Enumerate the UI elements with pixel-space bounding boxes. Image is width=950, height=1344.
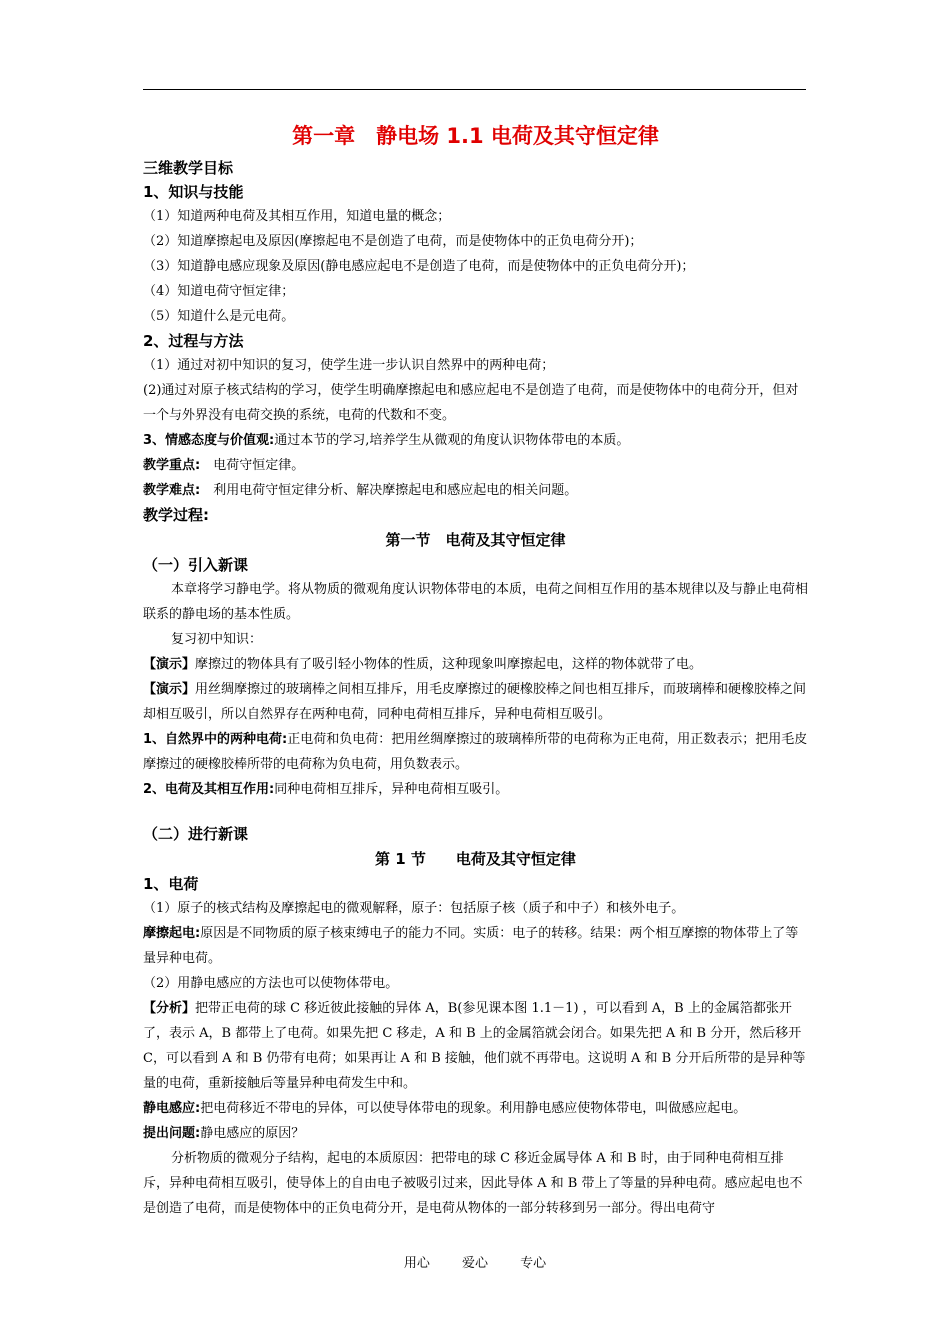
question-label: 提出问题: — [143, 1126, 201, 1141]
new-lesson-heading: （二）进行新课 — [143, 825, 249, 843]
k2-item: (2)通过对原子核式结构的学习，使学生明确摩擦起电和感应起电不是创造了电荷，而是使物体中的电荷分开，但对一个与外界没有电荷交换的系统，电荷的代数和不变。 — [143, 383, 799, 423]
attitude-line — [143, 428, 808, 453]
demo-text: 用丝绸摩擦过的玻璃棒之间相互排斥，用毛皮摩擦过的硬橡胶棒之间也相互排斥，而玻璃棒和硬橡胶棒之间却相互吸引，所以自然界存在两种电荷，同种电荷相互排斥，异种电荷相互吸引。 — [143, 682, 807, 722]
question-paragraph — [143, 1121, 808, 1146]
header-rule — [143, 89, 806, 90]
section-title: 第 1 节 电荷及其守恒定律 — [375, 850, 576, 868]
charge-paragraph: （2）用静电感应的方法也可以使物体带电。 — [143, 976, 399, 991]
analysis-paragraph — [143, 996, 808, 1096]
focus-text: 电荷守恒定律。 — [213, 458, 305, 473]
induction-paragraph — [143, 1096, 808, 1121]
section-title: 第一节 电荷及其守恒定律 — [385, 531, 566, 549]
natural-charges-label: 1、自然界中的两种电荷: — [143, 732, 288, 747]
footer-text: 用心 — [403, 1256, 430, 1271]
difficulty-line — [143, 478, 808, 503]
analysis-text: 把带正电荷的球 C 移近彼此接触的异体 A，B(参见课本图 1.1－1) ，可以看到 A，B 上的金属箔都张开了，表示 A，B 都带上了电荷。如果先把 C 移走，A 和 B 上的金属箔就会闭合。如果先把 A 和 B 分开，然后移开 C，可以看到 A 和 B 仍带有电荷；如果再让 A 和 B 接触，他们就不再带电。这说明 A 和 B 分开后所带的是异种等量的电荷，重新接触后等量异种电荷发生中和。 — [143, 1001, 806, 1091]
difficulty-text: 利用电荷守恒定律分析、解决摩擦起电和感应起电的相关问题。 — [213, 483, 578, 498]
process-label: 教学过程: — [143, 506, 209, 524]
focus-label: 教学重点: — [143, 458, 201, 473]
goals-heading: 三维教学目标 — [143, 159, 234, 177]
induction-label: 静电感应: — [143, 1101, 201, 1116]
k1-item: （2）知道摩擦起电及原因(摩擦起电不是创造了电荷，而是使物体中的正负电荷分开)； — [143, 234, 643, 249]
intro-heading: （一）引入新课 — [143, 556, 249, 574]
process-method-heading: 2、过程与方法 — [143, 332, 244, 350]
demo-paragraph — [143, 652, 808, 677]
friction-text: 原因是不同物质的原子核束缚电子的能力不同。实质：电子的转移。结果：两个相互摩擦的物体带上了等量异种电荷。 — [143, 926, 799, 966]
demo-label: 【演示】 — [143, 657, 196, 672]
footer-text: 专心 — [520, 1256, 547, 1271]
natural-charges-text: 正电荷和负电荷：把用丝绸摩擦过的玻璃棒所带的电荷称为正电荷，用正数表示；把用毛皮摩擦过的硬橡胶棒所带的电荷称为负电荷，用负数表示。 — [143, 732, 808, 772]
intro-paragraph: 本章将学习静电学。将从物质的微观角度认识物体带电的本质，电荷之间相互作用的基本规律以及与静止电荷相联系的静电场的基本性质。 — [143, 582, 809, 622]
attitude-label: 3、情感态度与价值观: — [143, 433, 275, 448]
k1-item: （5）知道什么是元电荷。 — [143, 309, 295, 324]
natural-charges-paragraph — [143, 727, 808, 777]
induction-text: 把电荷移近不带电的异体，可以使导体带电的现象。利用静电感应使物体带电，叫做感应起电。 — [200, 1101, 747, 1116]
footer-text: 爱心 — [461, 1256, 488, 1271]
demo-paragraph — [143, 677, 808, 727]
interaction-text: 同种电荷相互排斥，异种电荷相互吸引。 — [274, 782, 509, 797]
spacer — [143, 802, 808, 822]
difficulty-label: 教学难点: — [143, 483, 201, 498]
review-paragraph: 复习初中知识： — [171, 632, 263, 647]
page-title: 第一章 静电场 1.1 电荷及其守恒定律 — [292, 124, 659, 148]
question-text: 静电感应的原因？ — [200, 1126, 305, 1141]
k1-item: （1）知道两种电荷及其相互作用，知道电量的概念； — [143, 209, 451, 224]
demo-text: 摩擦过的物体具有了吸引轻小物体的性质，这种现象叫摩擦起电，这样的物体就带了电。 — [195, 657, 703, 672]
page-footer — [0, 1252, 950, 1271]
interaction-paragraph — [143, 777, 808, 802]
demo-label: 【演示】 — [143, 682, 196, 697]
final-paragraph: 分析物质的微观分子结构，起电的本质原因：把带电的球 C 移近金属导体 A 和 B 时，由于同种电荷相互排斥，异种电荷相互吸引，使导体上的自由电子被吸引过来，因此导体 A 和 B 带上了等量的异种电荷。感应起电也不是创造了电荷，而是使物体中的正负电荷分开，是电荷从物体的一部分转移到另一部分。得出电荷守 — [143, 1151, 803, 1216]
k1-item: （4）知道电荷守恒定律； — [143, 284, 295, 299]
charge-heading: 1、电荷 — [143, 875, 199, 893]
knowledge-heading: 1、知识与技能 — [143, 183, 244, 201]
document-body — [143, 100, 808, 1221]
analysis-label: 【分析】 — [143, 1001, 196, 1016]
friction-label: 摩擦起电: — [143, 926, 201, 941]
focus-line — [143, 453, 808, 478]
k2-item: （1）通过对初中知识的复习，使学生进一步认识自然界中的两种电荷； — [143, 358, 555, 373]
charge-paragraph: （1）原子的核式结构及摩擦起电的微观解释，原子：包括原子核（质子和中子）和核外电子。 — [143, 901, 685, 916]
attitude-text: 通过本节的学习,培养学生从微观的角度认识物体带电的本质。 — [274, 433, 630, 448]
interaction-label: 2、电荷及其相互作用: — [143, 782, 275, 797]
k1-item: （3）知道静电感应现象及原因(静电感应起电不是创造了电荷，而是使物体中的正负电荷分开)； — [143, 259, 695, 274]
friction-paragraph — [143, 921, 808, 971]
